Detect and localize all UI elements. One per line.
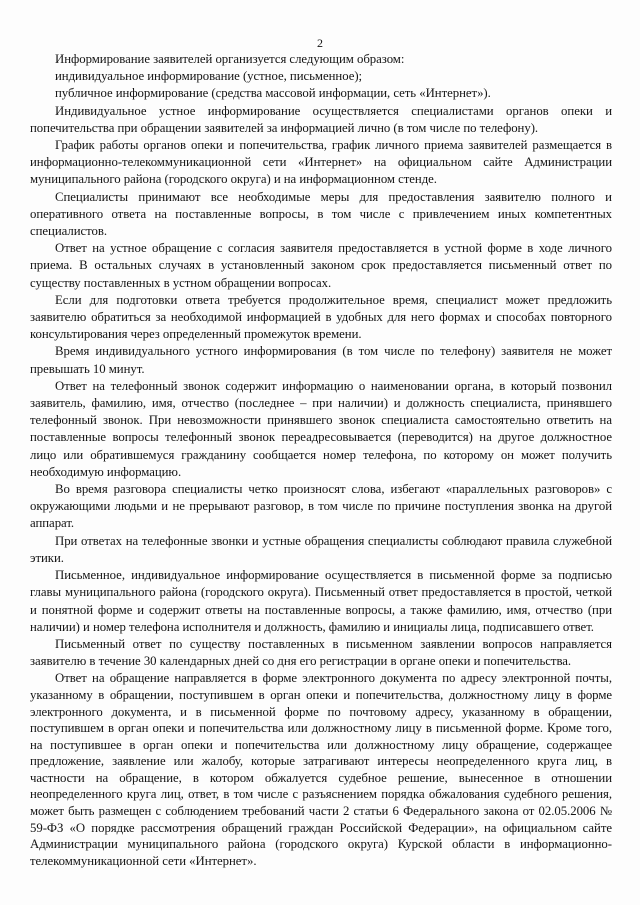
paragraph-conversation-rules: Во время разговора специалисты четко произносят слова, избегают «параллельных разговоров» с окружающими людьми и не прерывают разговор, в том числе по причине поступления звонка на другой аппарат. [30, 482, 612, 531]
paragraph-phone-call: Ответ на телефонный звонок содержит информацию о наименовании органа, в который позвонил заявитель, фамилию, имя, отчество (последнее – при наличии) и должность специалиста, принявшего телефонный звонок. При невозможности принявшего звонок специалиста самостоятельно ответить на поставленные вопросы телефонный звонок переадресовывается (переводится) на другое должностное лицо или обратившемуся гражданину сообщается номер телефона, по которому он может получить необходимую информацию. [30, 378, 612, 479]
paragraph-intro: Информирование заявителей организуется следующим образом: [55, 52, 405, 66]
paragraph-time-limit: Время индивидуального устного информирования (в том числе по телефону) заявителя не может превышать 10 минут. [30, 344, 612, 376]
paragraph-long-preparation: Если для подготовки ответа требуется продолжительное время, специалист может предложить заявителю обратиться за необходимой информацией в удобных для него формах и способах повторного консультирования через определенный промежуток времени. [30, 292, 612, 342]
paragraph-written-response-deadline: Письменный ответ по существу поставленных в письменном заявлении вопросов направляется заявителю в течение 30 календарных дней со дня его регистрации в органе опеки и попечительства. [30, 636, 612, 669]
paragraph-individual-list-item: индивидуальное информирование (устное, письменное); [55, 69, 363, 84]
paragraph-public-list-item: публичное информирование (средства массовой информации, сеть «Интернет»). [55, 86, 491, 101]
paragraph-written-informing: Письменное, индивидуальное информирование осуществляется в письменной форме за подписью главы муниципального района (городского округа). Письменный ответ предоставляется в простой, четкой и понятной форме и содержит ответы на поставленные вопросы, а также фамилию, имя, отчество (при наличии) и номер телефона исполнителя и должность, фамилию и инициалы лица, подписавшего ответ. [30, 568, 612, 634]
page-number: 2 [317, 36, 323, 50]
paragraph-electronic-response: Ответ на обращение направляется в форме электронного документа по адресу электронной почты, указанному в обращении, поступившем в орган опеки и попечительства, должностному лицу в форме электронного документа, и в письменной форме по почтовому адресу, указанному в обращении, поступившем в орган опеки и попечительства или должностному лицу в письменной форме. Кроме того, на поступившее в орган опеки и попечительства или должностному лицу обращение, содержащее предложение, заявление или жалобу, которые затрагивают интересы неопределенного круга лиц, в частности на обращение, в котором обжалуется судебное решение, вынесенное в отношении неопределенного круга лиц, ответ, в том числе с разъяснением порядка обжалования судебного решения, может быть размещен с соблюдением требований части 2 статьи 6 Федерального закона от 02.05.2006 № 59-ФЗ «О порядке рассмотрения обращений граждан Российской Федерации», на официальном сайте Администрации муниципального района (городского округа) Курской области в информационно-телекоммуникационной сети «Интернет». [30, 671, 612, 868]
paragraph-specialists-measures: Специалисты принимают все необходимые меры для предоставления заявителю полного и оперативного ответа на поставленные вопросы, в том числе с привлечением иных компетентных специалистов. [30, 189, 612, 239]
paragraph-work-schedule: График работы органов опеки и попечительства, график личного приема заявителей размещается в информационно-телекоммуникационной сети «Интернет» на официальном сайте Администрации муниципального района (городского округа) и на информационном стенде. [30, 138, 612, 187]
paragraph-oral-response: Ответ на устное обращение с согласия заявителя предоставляется в устной форме в ходе личного приема. В остальных случаях в установленный законом срок предоставляется письменный ответ по существу поставленных в устном обращении вопросах. [30, 241, 612, 290]
document-body [30, 51, 612, 869]
paragraph-service-ethics: При ответах на телефонные звонки и устные обращения специалисты соблюдают правила служебной этики. [30, 533, 612, 565]
paragraph-oral-informing: Индивидуальное устное информирование осуществляется специалистами органов опеки и попечительства при обращении заявителей за информацией лично (в том числе по телефону). [30, 103, 612, 135]
